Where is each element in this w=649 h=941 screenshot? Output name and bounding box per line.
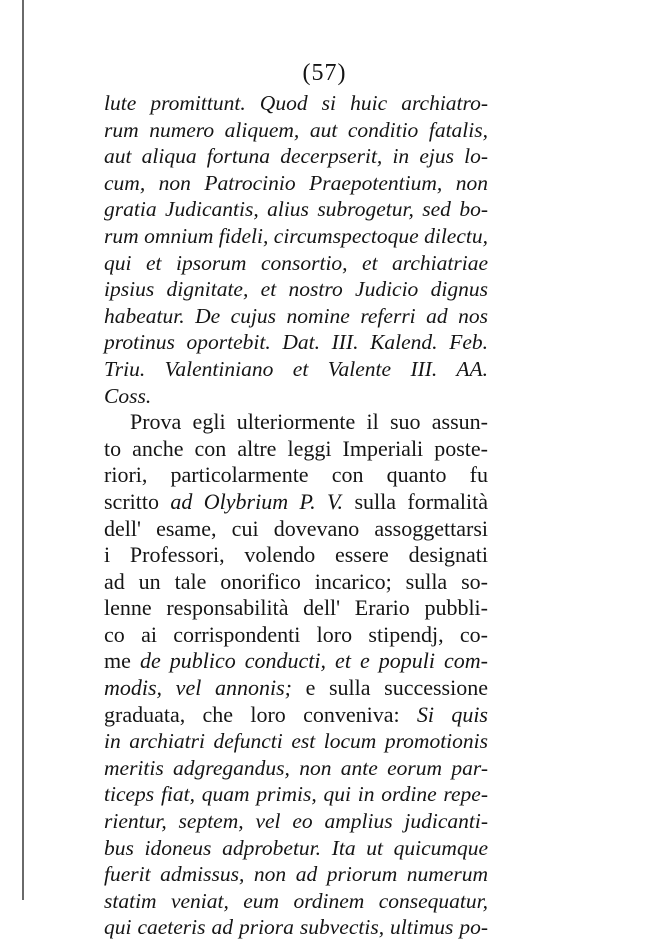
latin-line: rum omnium fideli, circumspectoque dilectu, xyxy=(104,223,488,248)
latin-line: statim veniat, eum ordinem consequatur, xyxy=(104,888,488,913)
paragraph-line xyxy=(104,702,488,729)
page-edge-shadow xyxy=(22,0,24,900)
latin-citation: ad Olybrium P. V. xyxy=(170,488,344,514)
latin-line: cum, non Patrocinio Praepotentium, non xyxy=(104,170,488,195)
text-run: e sulla successione xyxy=(305,675,488,701)
latin-line: gratia Judicantis, alius subrogetur, sed bo- xyxy=(104,197,488,222)
latin-line: lute promittunt. Quod si huic archiatro- xyxy=(104,91,488,115)
paragraph-line: Prova egli ulteriormente il suo assun- xyxy=(130,409,488,435)
latin-line: bus idoneus adprobetur. Ita ut quicumque xyxy=(104,835,488,860)
latin-line: Coss. xyxy=(104,383,152,408)
latin-line: meritis adgregandus, non ante eorum par- xyxy=(104,755,488,780)
text-run: scritto xyxy=(104,488,159,514)
paragraph-line xyxy=(104,648,488,675)
text-run: graduata, che loro conveniva: xyxy=(104,701,400,727)
latin-line: ticeps fiat, quam primis, qui in ordine repe- xyxy=(104,782,488,807)
latin-quote: de publico conducti, et e populi com- xyxy=(139,648,489,674)
latin-line: rum numero aliquem, aut conditio fatalis, xyxy=(104,117,488,142)
latin-line: ipsius dignitate, et nostro Judicio dignus xyxy=(104,277,488,302)
paragraph-line: dell' esame, cui dovevano assoggettarsi xyxy=(104,515,488,541)
paragraph-line xyxy=(104,675,488,702)
latin-line: protinus oportebit. Dat. III. Kalend. Feb. xyxy=(104,330,488,355)
latin-line: fuerit admissus, non ad priorum numerum xyxy=(104,862,488,887)
latin-line: rientur, septem, vel eo amplius judicanti- xyxy=(104,809,488,834)
latin-line: qui et ipsorum consortio, et archiatriae xyxy=(104,250,488,275)
latin-line: qui caeteris ad priora subvectis, ultimus po- xyxy=(104,915,488,940)
latin-line: Triu. Valentiniano et Valente III. AA. xyxy=(104,356,488,381)
page-number: (57) xyxy=(302,60,347,86)
text-run: me xyxy=(104,648,131,674)
text-run: sulla formalità xyxy=(354,488,489,514)
latin-line: in archiatri defuncti est locum promotionis xyxy=(104,729,488,754)
latin-line: habeatur. De cujus nomine referri ad nos xyxy=(104,303,488,328)
paragraph-line: lenne responsabilità dell' Erario pubbli- xyxy=(104,595,488,621)
paragraph-line: ad un tale onorifico incarico; sulla so- xyxy=(104,568,488,594)
latin-line: aut aliqua fortuna decerpserit, in ejus lo- xyxy=(104,144,488,169)
paragraph-line: i Professori, volendo essere designati xyxy=(104,542,488,568)
paragraph-line: co ai corrispondenti loro stipendj, co- xyxy=(104,621,488,647)
paragraph-line: to anche con altre leggi Imperiali poste- xyxy=(104,435,488,461)
latin-quote: Si quis xyxy=(416,701,488,727)
latin-quote: modis, vel annonis; xyxy=(104,675,292,701)
paragraph-line xyxy=(104,489,488,516)
paragraph-line: riori, particolarmente con quanto fu xyxy=(104,462,488,488)
page-text-block xyxy=(104,90,488,941)
